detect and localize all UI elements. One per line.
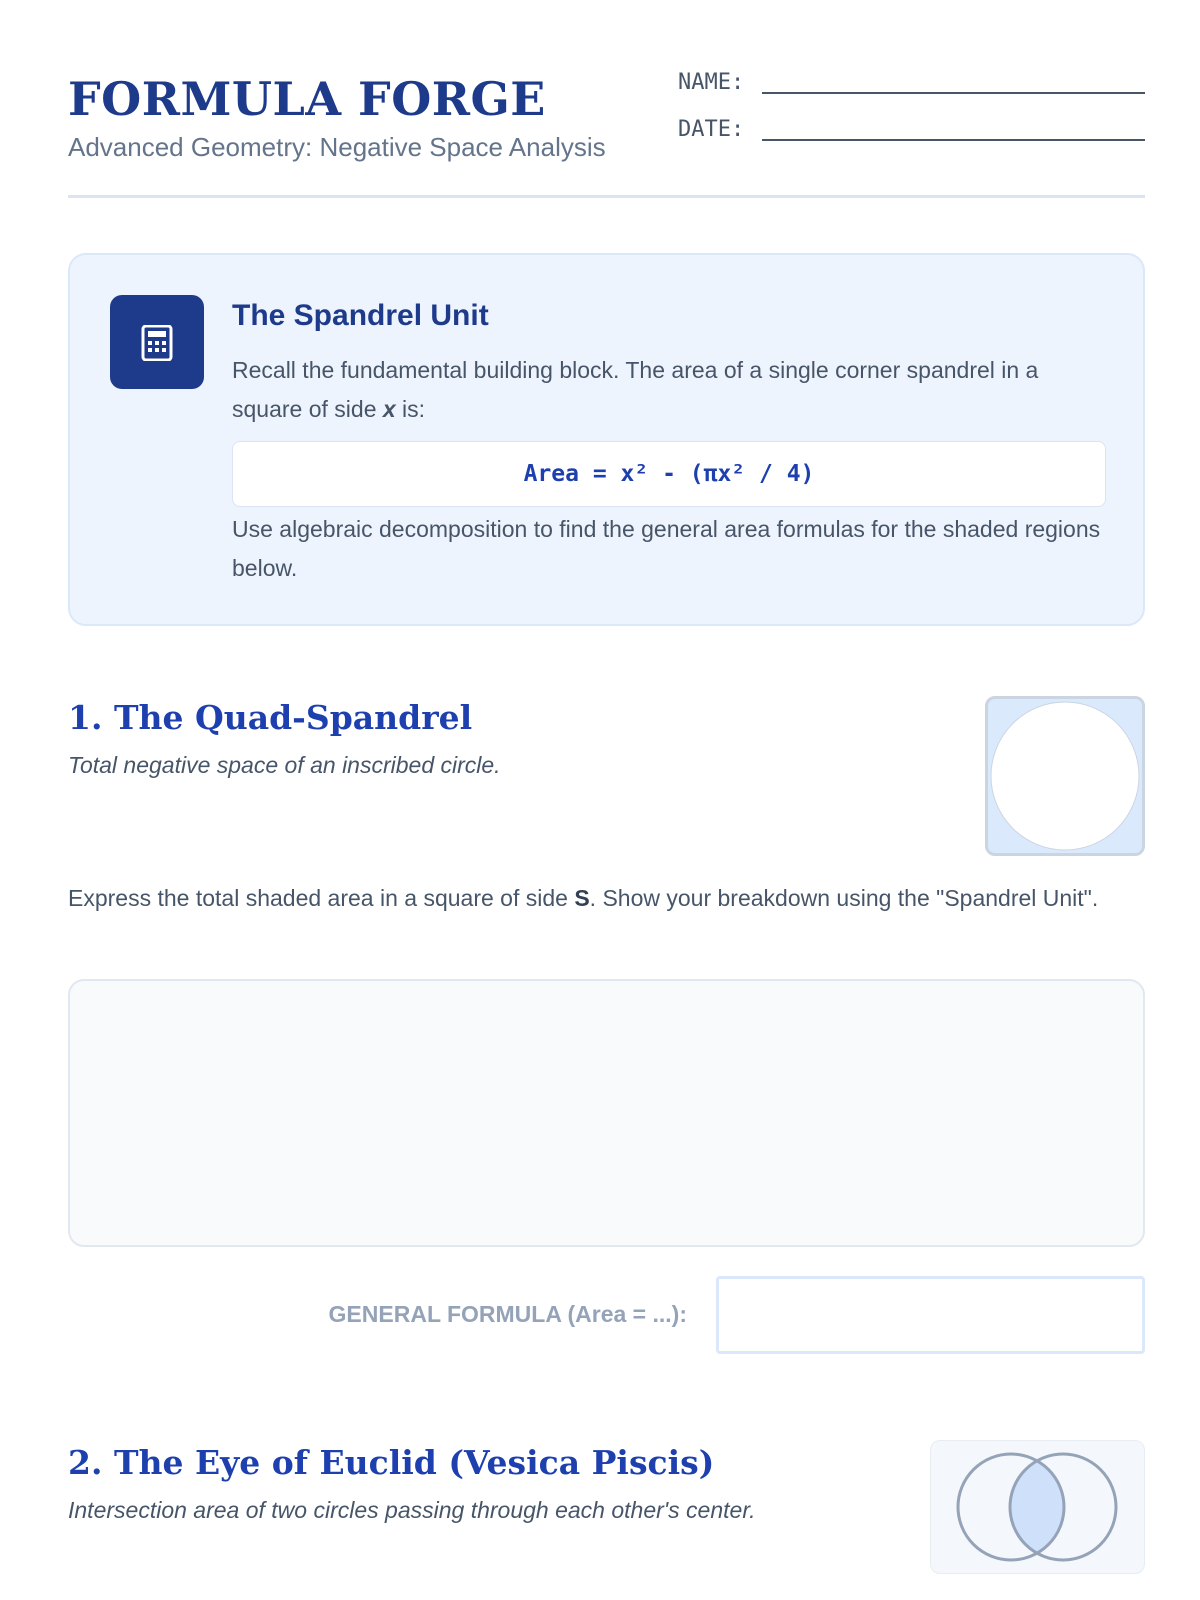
name-line[interactable] xyxy=(762,92,1145,94)
section-1-prompt: Express the total shaded area in a square of side S. Show your breakdown using the "Spandrel Unit". xyxy=(68,885,1099,911)
variable-s: S xyxy=(574,885,590,911)
date-label: DATE: xyxy=(678,117,745,142)
section-2-subtitle: Intersection area of two circles passing through each other's center. xyxy=(68,1497,756,1523)
general-formula-label: GENERAL FORMULA (Area = ...): xyxy=(328,1301,687,1327)
name-field[interactable] xyxy=(678,68,1145,98)
worksheet-header xyxy=(68,68,1145,198)
callout-intro: Recall the fundamental building block. The area of a single corner spandrel in a square of side x is: xyxy=(232,357,1039,422)
date-line[interactable] xyxy=(762,139,1145,141)
section-1-title: 1. The Quad-Spandrel xyxy=(68,698,473,737)
callout-title: The Spandrel Unit xyxy=(232,299,489,332)
section-2-title: 2. The Eye of Euclid (Vesica Piscis) xyxy=(68,1443,715,1482)
section-1-subtitle: Total negative space of an inscribed circle. xyxy=(68,752,501,778)
vesica-piscis-figure xyxy=(930,1440,1145,1574)
callout-instruction: Use algebraic decomposition to find the general area formulas for the shaded regions below. xyxy=(232,516,1101,581)
variable-x: x xyxy=(382,396,396,422)
quad-spandrel-figure xyxy=(985,696,1145,856)
calculator-icon xyxy=(110,295,204,389)
general-formula-input[interactable] xyxy=(716,1276,1145,1354)
work-area[interactable] xyxy=(68,979,1145,1247)
worksheet-title: FORMULA FORGE xyxy=(68,72,546,126)
spandrel-formula: Area = x² - (πx² / 4) xyxy=(232,441,1106,507)
name-label: NAME: xyxy=(678,70,745,95)
date-field[interactable] xyxy=(678,115,1145,145)
worksheet-subtitle: Advanced Geometry: Negative Space Analysis xyxy=(68,132,606,162)
spandrel-unit-callout xyxy=(68,253,1145,626)
